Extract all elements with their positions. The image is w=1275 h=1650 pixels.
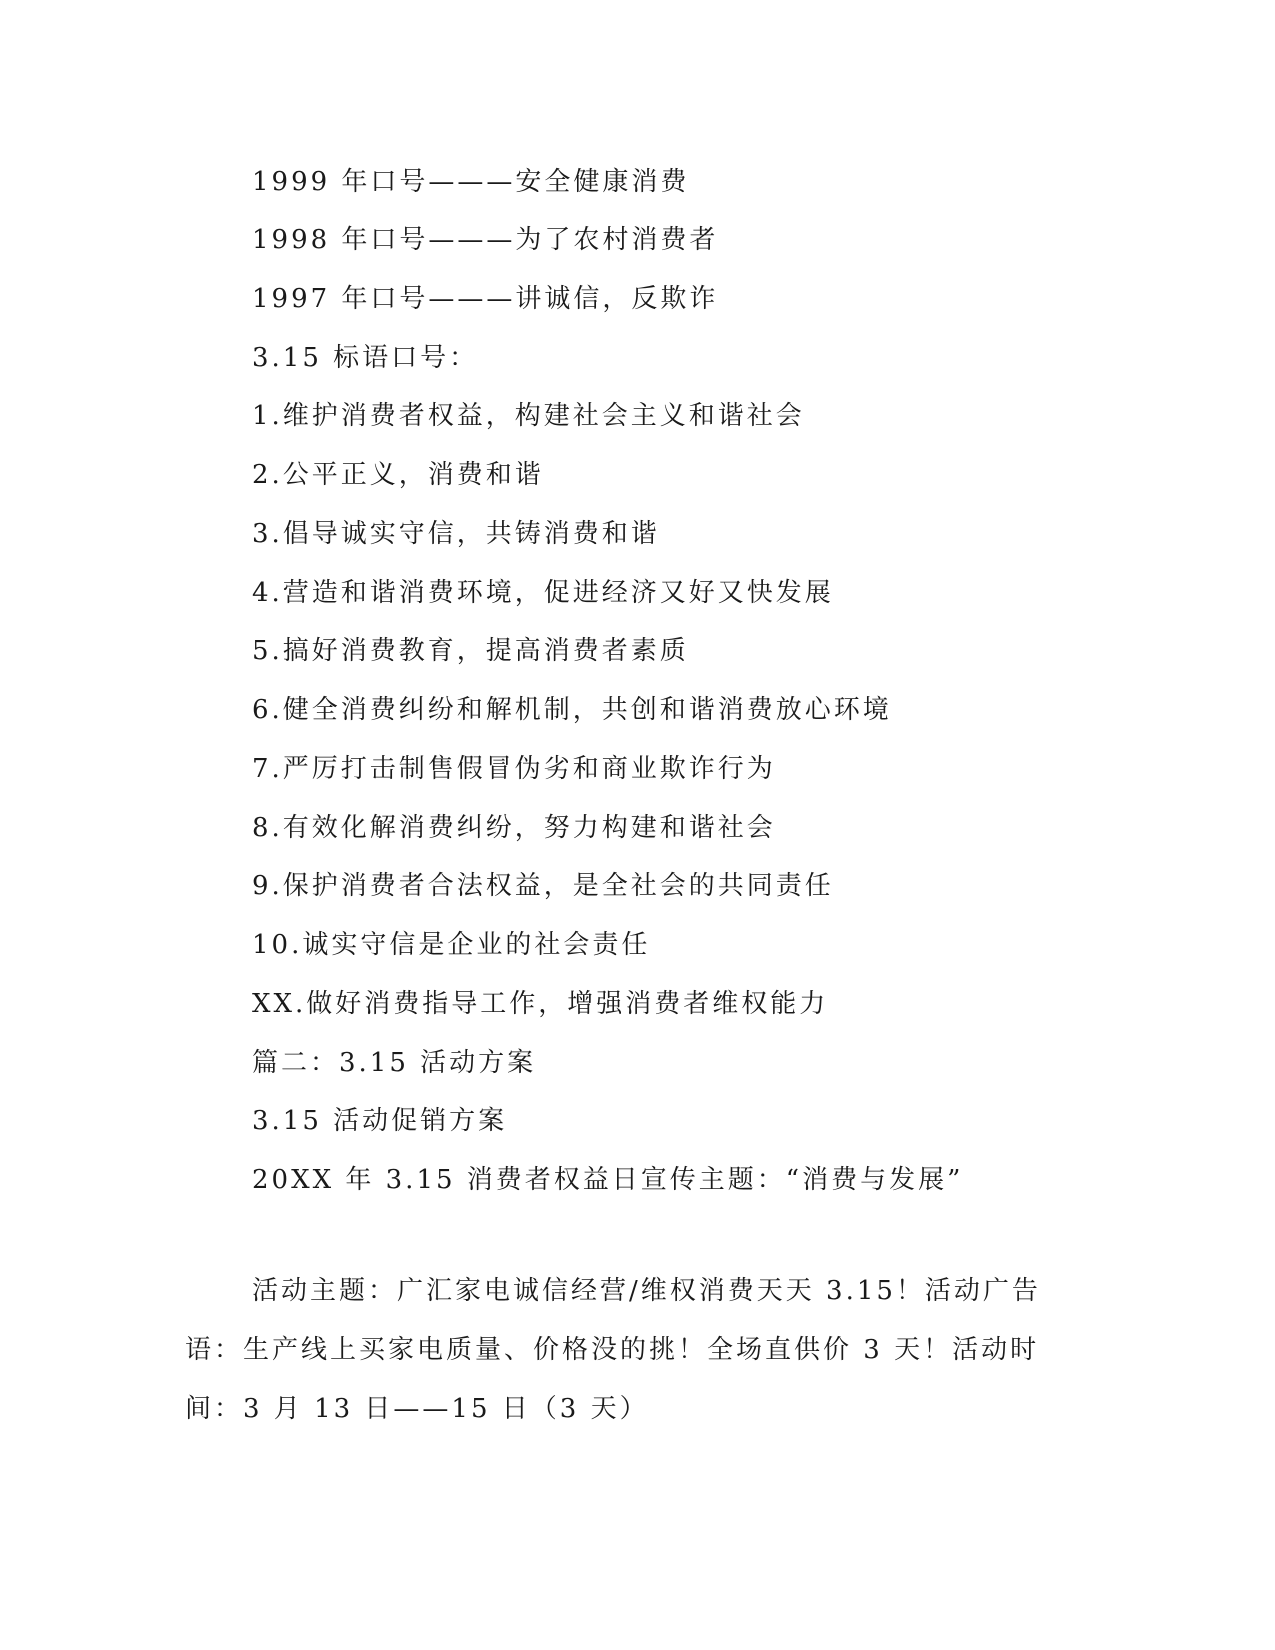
theme-line: 20XX 年 3.15 消费者权益日宣传主题：“消费与发展” (252, 1165, 964, 1195)
slogan-year-1999: 1999 年口号———安全健康消费 (252, 167, 690, 197)
slogan-item: 4.营造和谐消费环境，促进经济又好又快发展 (252, 578, 834, 608)
slogan-item: 3.倡导诚实守信，共铸消费和谐 (252, 519, 660, 549)
plan-title: 3.15 活动促销方案 (252, 1106, 508, 1136)
slogan-item: 1.维护消费者权益，构建社会主义和谐社会 (252, 401, 805, 431)
slogans-heading: 3.15 标语口号： (252, 343, 479, 373)
slogan-item: XX.做好消费指导工作，增强消费者维权能力 (252, 989, 829, 1019)
slogan-item: 10.诚实守信是企业的社会责任 (252, 930, 651, 960)
slogan-item: 2.公平正义，消费和谐 (252, 460, 544, 490)
slogan-item: 5.搞好消费教育，提高消费者素质 (252, 636, 689, 666)
slogan-item: 6.健全消费纠纷和解机制，共创和谐消费放心环境 (252, 695, 892, 725)
slogan-year-1997: 1997 年口号———讲诚信，反欺诈 (252, 284, 719, 314)
slogan-item: 9.保护消费者合法权益，是全社会的共同责任 (252, 871, 834, 901)
slogan-item: 8.有效化解消费纠纷，努力构建和谐社会 (252, 813, 776, 843)
slogan-item: 7.严厉打击制售假冒伪劣和商业欺诈行为 (252, 754, 776, 784)
activity-paragraph: 活动主题：广汇家电诚信经营/维权消费天天 3.15！活动广告语：生产线上买家电质量、价格没的挑！全场直供价 3 天！活动时间：3 月 13 日——15 日（3 天） (185, 1276, 1041, 1424)
section-title: 篇二：3.15 活动方案 (252, 1048, 537, 1078)
slogan-year-1998: 1998 年口号———为了农村消费者 (252, 225, 719, 255)
